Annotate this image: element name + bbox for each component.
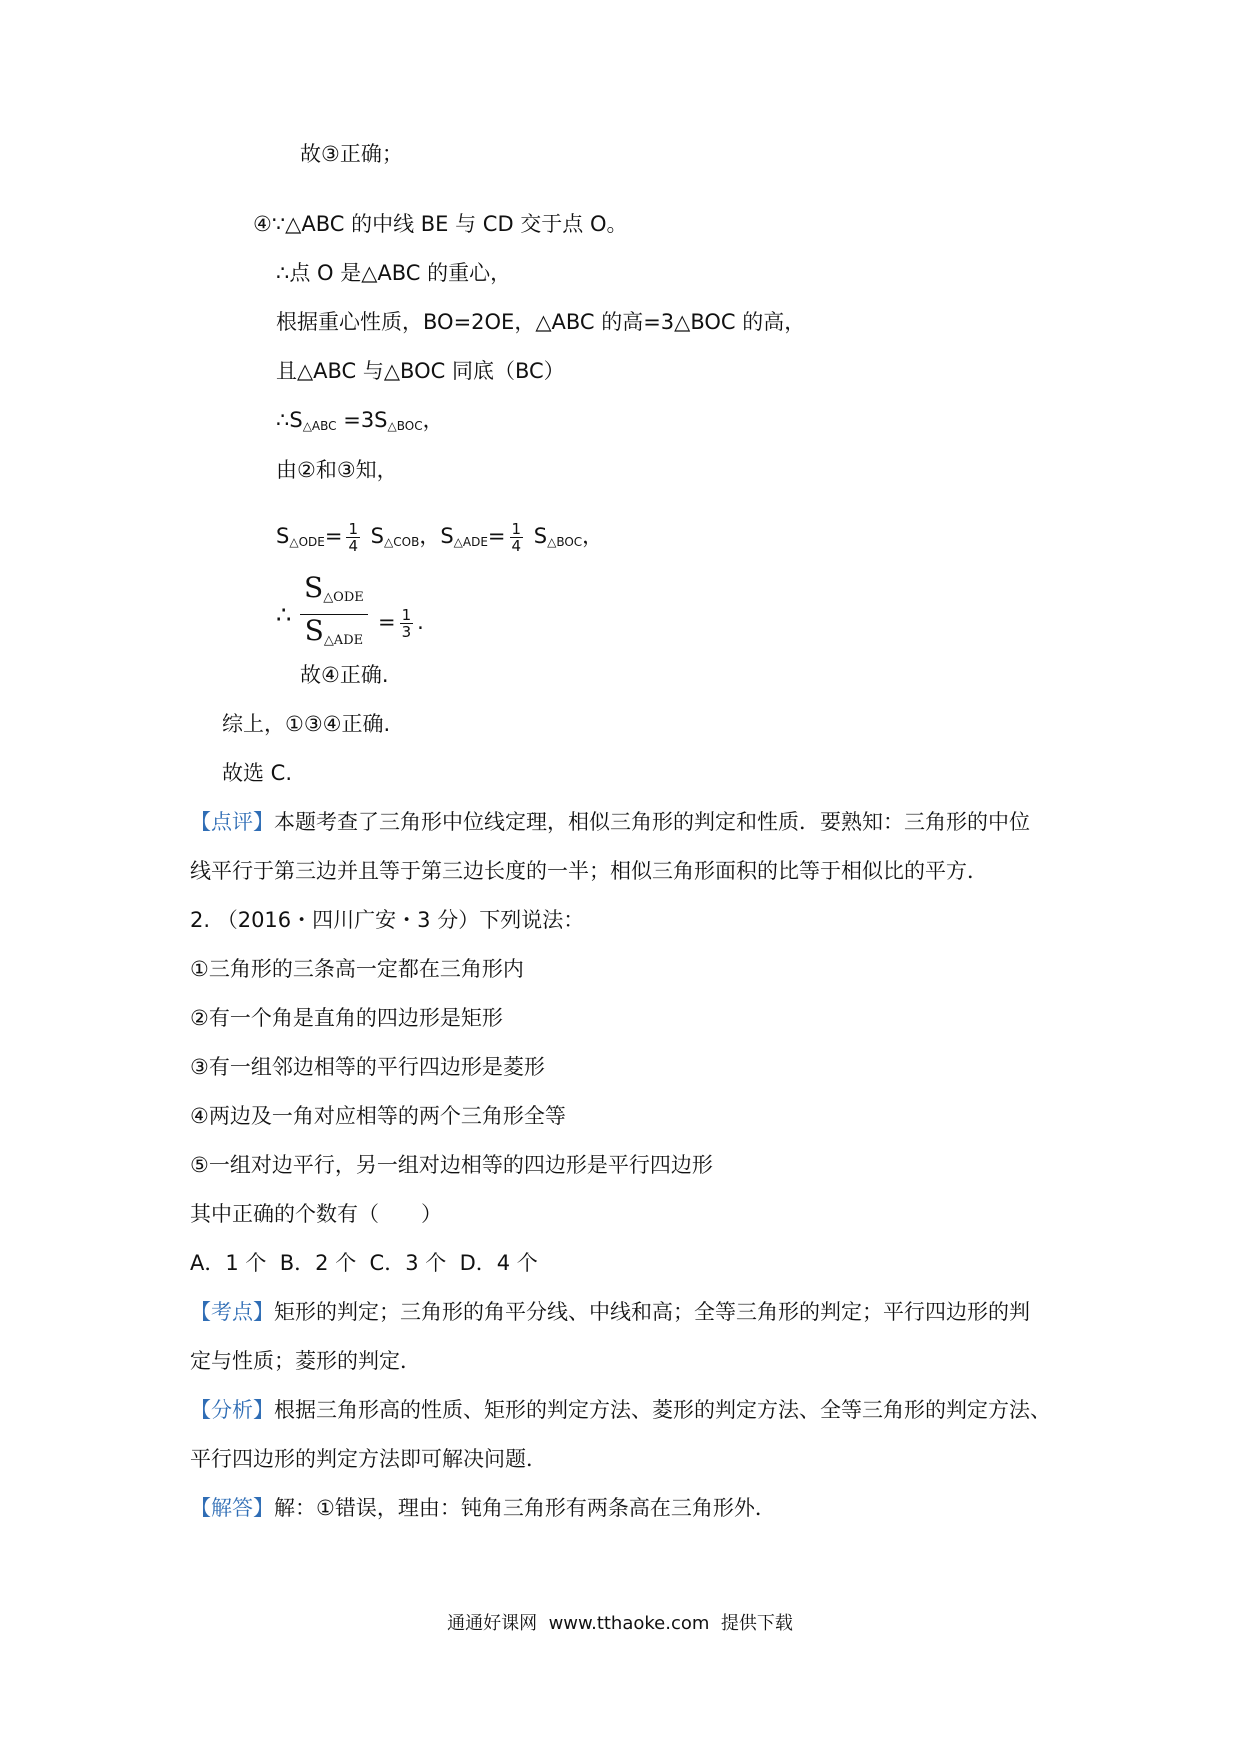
ratio-eq2: =: [487, 524, 506, 548]
fraction-one-third: [400, 607, 414, 640]
text-line: ∴点 O 是△ABC 的重心，: [276, 261, 512, 285]
question-options: A．1 个 B．2 个 C．3 个 D．4 个: [190, 1251, 538, 1275]
fenxi-line-2: 平行四边形的判定方法即可解决问题．: [190, 1447, 547, 1471]
ratio-sub3: △ADE: [453, 535, 488, 549]
text-line: 根据重心性质，BO=2OE，△ABC 的高=3△BOC 的高，: [276, 310, 806, 334]
area-ratio-numerator: [300, 572, 368, 615]
text-line: 且△ABC 与△BOC 同底（BC）: [276, 359, 565, 383]
kaodian-text: 矩形的判定；三角形的角平分线、中线和高；全等三角形的判定；平行四边形的判: [274, 1300, 1030, 1324]
fraction-one-quarter: [346, 521, 360, 554]
area-equation: [276, 405, 444, 441]
num-s: S: [304, 571, 324, 604]
ratio-s3: S: [440, 524, 454, 548]
fraction-denominator: 3: [401, 622, 412, 641]
kaodian-line-2: 定与性质；菱形的判定．: [190, 1349, 421, 1373]
question-item: ③有一组邻边相等的平行四边形是菱形: [190, 1055, 545, 1079]
fenxi-tag: 【分析】: [190, 1398, 274, 1422]
area-ratio-denominator: [300, 615, 368, 657]
den-sub: △ADE: [323, 633, 364, 648]
ratio-sub4: △BOC: [547, 535, 583, 549]
comment-line-2: 线平行于第三边并且等于第三边长度的一半；相似三角形面积的比等于相似比的平方．: [190, 859, 988, 883]
area-mid: =3S: [336, 408, 388, 432]
fraction-numerator: 1: [511, 519, 522, 538]
ratio-end: ，: [582, 524, 604, 548]
text-line: 故选 C.: [222, 761, 293, 785]
ratio-eq1: =: [324, 524, 343, 548]
kaodian-tag: 【考点】: [190, 1300, 274, 1324]
fenxi-text: 根据三角形高的性质、矩形的判定方法、菱形的判定方法、全等三角形的判定方法、: [274, 1398, 1051, 1422]
den-s: S: [304, 614, 324, 647]
fraction-one-quarter: [510, 521, 524, 554]
text-line: 故④正确.: [300, 663, 389, 687]
area-sub2: △BOC: [387, 419, 423, 433]
question-item: ④两边及一角对应相等的两个三角形全等: [190, 1104, 566, 1128]
text-line: 综上，①③④正确.: [222, 712, 391, 736]
fraction-numerator: 1: [348, 519, 358, 538]
kaodian-line-1: [190, 1297, 1030, 1327]
text-line: ④∵△ABC 的中线 BE 与 CD 交于点 O。: [253, 212, 628, 236]
text-line: 故③正确；: [300, 142, 403, 166]
fenxi-line-1: [190, 1395, 1051, 1425]
footer-credit: 通通好课网 www.tthaoke.com 提供下载: [447, 1613, 793, 1634]
text-line: 由②和③知，: [276, 458, 398, 482]
fraction-denominator: 4: [348, 536, 358, 555]
jieda-text: 解：①错误，理由：钝角三角形有两条高在三角形外．: [274, 1496, 776, 1520]
comment-tag: 【点评】: [190, 810, 274, 834]
question-title: 2. （2016・四川广安・3 分）下列说法：: [190, 908, 585, 932]
area-ratio-fraction: [300, 572, 368, 657]
ratio-sub2: △COB: [384, 535, 420, 549]
question-prompt: 其中正确的个数有（ ）: [190, 1202, 442, 1226]
jieda-line: [190, 1493, 776, 1523]
comment-line-1: [190, 807, 1030, 837]
ratio-s1: S: [276, 524, 290, 548]
ratio-sub1: △ODE: [289, 535, 325, 549]
ratio-s2: S: [364, 524, 385, 548]
ratio-s4: S: [527, 524, 548, 548]
fraction-denominator: 4: [511, 536, 522, 555]
area-suffix: ，: [422, 408, 444, 432]
ratio-equation: [276, 516, 603, 562]
question-item: ②有一个角是直角的四边形是矩形: [190, 1006, 503, 1030]
question-item: ①三角形的三条高一定都在三角形内: [190, 957, 524, 981]
fraction-numerator: 1: [401, 605, 412, 624]
comment-text: 本题考查了三角形中位线定理，相似三角形的判定和性质．要熟知：三角形的中位: [274, 810, 1030, 834]
area-ratio-result: [378, 602, 424, 642]
area-sub1: △ABC: [302, 419, 337, 433]
question-item: ⑤一组对边平行，另一组对边相等的四边形是平行四边形: [190, 1153, 713, 1177]
area-prefix: ∴S: [276, 408, 303, 432]
jieda-tag: 【解答】: [190, 1496, 274, 1520]
ratio-sep: ，: [419, 524, 441, 548]
result-end: .: [417, 610, 424, 634]
result-eq: =: [378, 610, 396, 634]
num-sub: △ODE: [323, 590, 364, 605]
therefore-symbol: ∴: [276, 601, 292, 629]
